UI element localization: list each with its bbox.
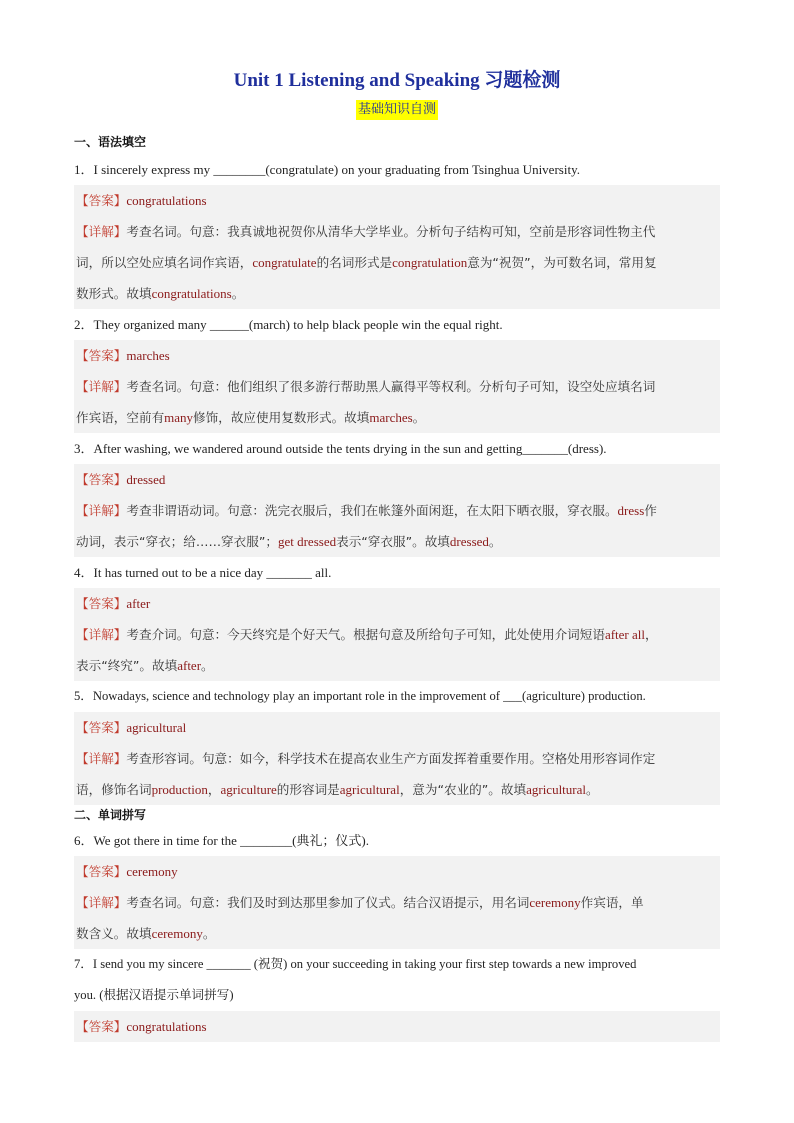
detail-tag: 【详解】 (76, 379, 127, 394)
answer-tag: 【答案】 (76, 596, 127, 611)
question-4: 4．It has turned out to be a nice day _______ all. (74, 565, 332, 580)
detail-tag: 【详解】 (76, 627, 127, 642)
answer-box-3 (74, 464, 720, 557)
answer-5: agricultural (126, 720, 187, 735)
detail-tag: 【详解】 (76, 895, 127, 910)
detail-tag: 【详解】 (76, 503, 127, 518)
answer-tag: 【答案】 (76, 1019, 127, 1034)
question-3: 3．After washing, we wandered around outside the tents drying in the sun and getting_______(dress). (74, 441, 607, 456)
question-1: 1．I sincerely express my ________(congratulate) on your graduating from Tsinghua University. (74, 162, 580, 177)
detail-tag: 【详解】 (76, 224, 127, 239)
question-7: 7．I send you my sincere _______ (祝贺) on your succeeding in taking your first step towards a new improved you. (根据汉语提示单词拼写) (74, 957, 637, 1002)
section-heading-spelling: 二、单词拼写 (74, 808, 147, 822)
detail-1: 【详解】考查名词。句意：我真诚地祝贺你从清华大学毕业。分析句子结构可知，空前是形容词性物主代 词，所以空处应填名词作宾语，congratulate的名词形式是congratulation意为“祝贺”，为可数名词，常用复 数形式。故填congratulations。 (76, 224, 657, 301)
question-6: 6．We got there in time for the ________(典礼；仪式). (74, 833, 370, 848)
detail-3: 【详解】考查非谓语动词。句意：洗完衣服后，我们在帐篷外面闲逛，在太阳下晒衣服，穿衣服。dress作 动词，表示“穿衣；给……穿衣服”；get dressed表示“穿衣服”。故填dressed。 (76, 503, 657, 549)
answer-box-6 (74, 856, 720, 949)
answer-7: congratulations (126, 1019, 207, 1034)
detail-4: 【详解】考查介词。句意：今天终究是个好天气。根据句意及所给句子可知，此处使用介词短语after all， 表示“终究”。故填after。 (76, 627, 658, 673)
page-title: Unit 1 Listening and Speaking 习题检测 (233, 70, 561, 91)
detail-5: 【详解】考查形容词。句意：如今，科学技术在提高农业生产方面发挥着重要作用。空格处用形容词作定 语，修饰名词production，agriculture的形容词是agricultural，意为“农业的”。故填agricultural。 (76, 751, 656, 797)
answer-1: congratulations (126, 193, 207, 208)
answer-box-5 (74, 712, 720, 805)
answer-box-4 (74, 588, 720, 681)
answer-tag: 【答案】 (76, 720, 127, 735)
answer-3: dressed (126, 472, 166, 487)
answer-2: marches (126, 348, 170, 363)
answer-tag: 【答案】 (76, 864, 127, 879)
question-5: 5．Nowadays, science and technology play an important role in the improvement of ___(agriculture) production. (74, 689, 646, 703)
answer-box-2 (74, 340, 720, 433)
answer-tag: 【答案】 (76, 472, 127, 487)
document-page (74, 66, 720, 1042)
answer-6: ceremony (126, 864, 178, 879)
answer-4: after (126, 596, 151, 611)
answer-tag: 【答案】 (76, 348, 127, 363)
detail-6: 【详解】考查名词。句意：我们及时到达那里参加了仪式。结合汉语提示，用名词ceremony作宾语，单 数含义。故填ceremony。 (76, 895, 644, 941)
detail-tag: 【详解】 (76, 751, 127, 766)
detail-2: 【详解】考查名词。句意：他们组织了很多游行帮助黑人赢得平等权利。分析句子可知，设空处应填名词 作宾语，空前有many修饰，故应使用复数形式。故填marches。 (76, 379, 656, 425)
question-2: 2．They organized many ______(march) to help black people win the equal right. (74, 317, 503, 332)
section-heading-grammar: 一、语法填空 (74, 135, 147, 149)
page-subtitle: 基础知识自测 (356, 100, 438, 120)
answer-box-1 (74, 185, 720, 309)
answer-tag: 【答案】 (76, 193, 127, 208)
answer-box-7 (74, 1011, 720, 1042)
